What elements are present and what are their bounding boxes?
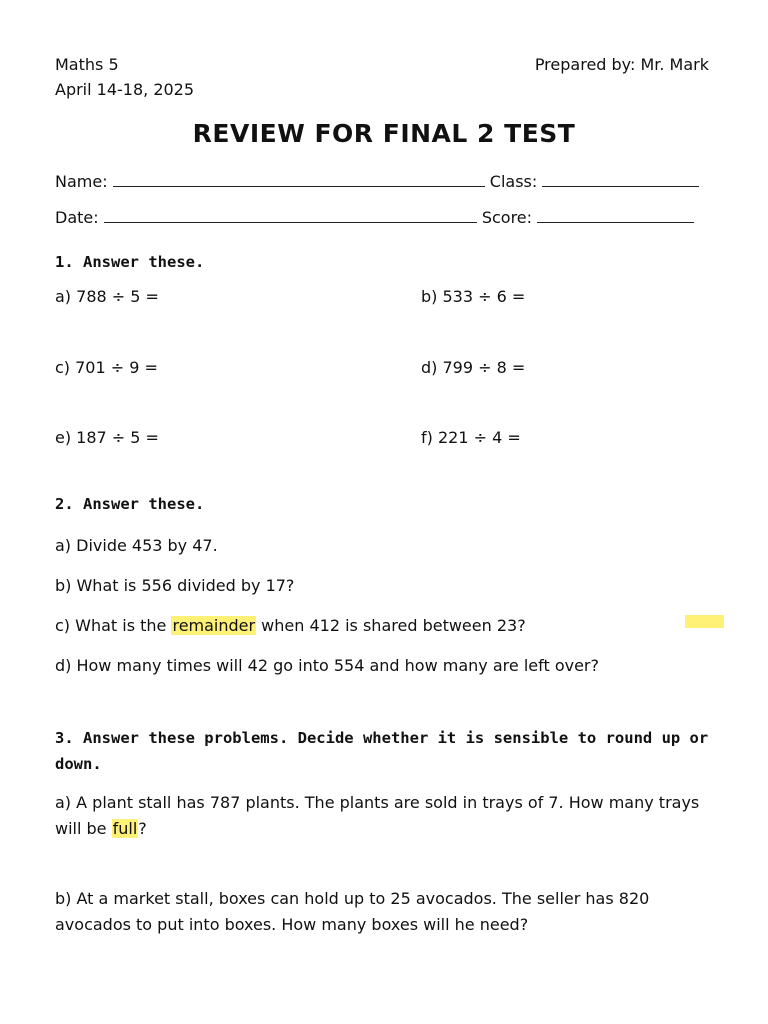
- question-2d: d) How many times will 42 go into 554 and how many are left over?: [55, 656, 599, 675]
- subject-label: Maths 5: [55, 55, 119, 74]
- question-1c: c) 701 ÷ 9 =: [55, 358, 158, 377]
- name-class-row: [55, 170, 699, 193]
- class-blank[interactable]: [542, 170, 699, 187]
- question-3a-text-end: ?: [138, 819, 147, 838]
- date-range-label: April 14-18, 2025: [55, 80, 195, 99]
- section-3-heading: 3. Answer these problems. Decide whether it is sensible to round up or down.: [55, 729, 709, 773]
- score-label: Score:: [481, 208, 533, 227]
- highlight-mark: [685, 615, 724, 628]
- question-2c: [55, 615, 526, 637]
- question-2b: b) What is 556 divided by 17?: [55, 576, 295, 595]
- highlighted-word-remainder: remainder: [172, 616, 256, 635]
- question-1a: a) 788 ÷ 5 =: [55, 287, 159, 306]
- question-2c-text-end: when 412 is shared between 23?: [256, 616, 526, 635]
- question-3a-text-start: a) A plant stall has 787 plants. The plants are sold in trays of 7. How many trays will be: [55, 793, 700, 838]
- name-label: Name:: [55, 172, 108, 191]
- question-1b: b) 533 ÷ 6 =: [421, 287, 526, 306]
- question-1f: f) 221 ÷ 4 =: [421, 428, 521, 447]
- name-blank[interactable]: [113, 170, 485, 187]
- question-2a: a) Divide 453 by 47.: [55, 536, 218, 555]
- highlighted-word-full: full: [112, 819, 138, 838]
- prepared-by-label: Prepared by: Mr. Mark: [534, 55, 709, 74]
- page-title: REVIEW FOR FINAL 2 TEST: [192, 119, 576, 148]
- class-label: Class:: [489, 172, 538, 191]
- date-label: Date:: [55, 208, 99, 227]
- question-3a: [55, 790, 705, 842]
- question-2c-text-start: c) What is the: [55, 616, 172, 635]
- date-score-row: [55, 206, 694, 229]
- date-blank[interactable]: [104, 206, 477, 223]
- question-1d: d) 799 ÷ 8 =: [421, 358, 526, 377]
- section-1-heading: 1. Answer these.: [55, 253, 205, 271]
- section-2-heading: 2. Answer these.: [55, 495, 205, 513]
- question-1e: e) 187 ÷ 5 =: [55, 428, 159, 447]
- score-blank[interactable]: [537, 206, 694, 223]
- question-3b: b) At a market stall, boxes can hold up to 25 avocados. The seller has 820 avocados to put into boxes. How many boxes will he need?: [55, 889, 650, 934]
